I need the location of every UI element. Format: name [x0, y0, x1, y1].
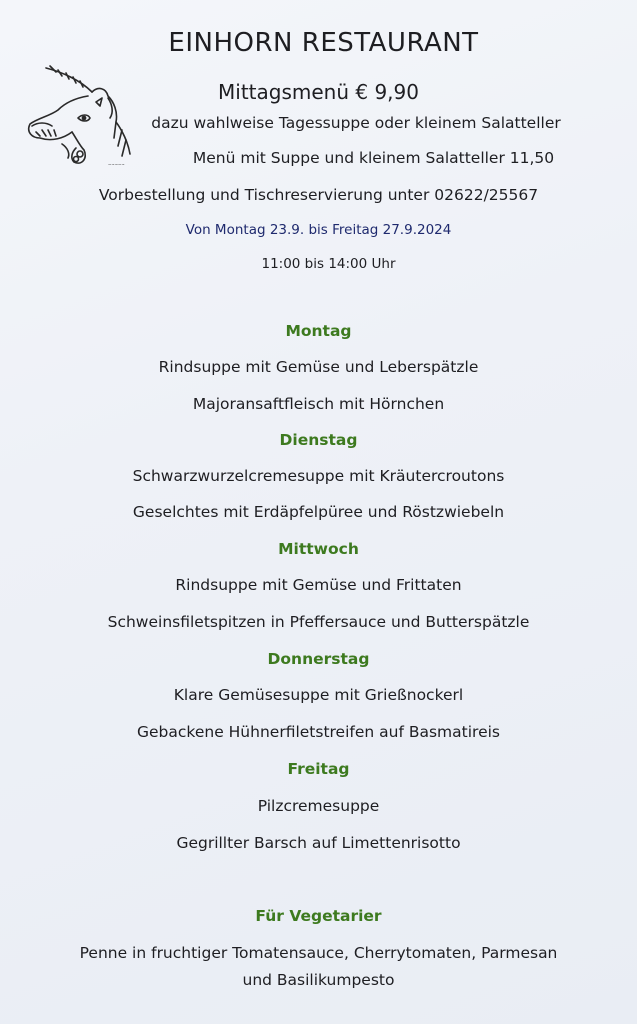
option-line: dazu wahlweise Tagessuppe oder kleinem Salatteller — [151, 114, 561, 132]
restaurant-title: EINHORN RESTAURANT — [168, 28, 479, 58]
svg-text:~~~~~: ~~~~~ — [108, 162, 125, 167]
combo-price-line: Menü mit Suppe und kleinem Salatteller 11,50 — [192, 149, 555, 167]
day-heading-monday: Montag — [285, 322, 352, 340]
day-heading-friday: Freitag — [287, 760, 350, 778]
reservation-line: Vorbestellung und Tischreservierung unter 02622/25567 — [98, 186, 539, 204]
dish-item: Schwarzwurzelcremesuppe mit Kräutercroutons — [132, 467, 505, 485]
dish-item: Gegrillter Barsch auf Limettenrisotto — [176, 834, 461, 852]
dish-item: Pilzcremesuppe — [257, 797, 380, 815]
dish-item: Rindsuppe mit Gemüse und Leberspätzle — [158, 358, 479, 376]
serving-hours: 11:00 bis 14:00 Uhr — [261, 256, 396, 272]
dish-item: Geselchtes mit Erdäpfelpüree und Röstzwiebeln — [132, 503, 505, 521]
day-heading-thursday: Donnerstag — [267, 650, 370, 668]
vegetarian-heading: Für Vegetarier — [255, 907, 382, 925]
day-heading-tuesday: Dienstag — [279, 431, 358, 449]
vegetarian-dish-line: Penne in fruchtiger Tomatensauce, Cherrytomaten, Parmesan — [79, 944, 558, 962]
day-heading-wednesday: Mittwoch — [278, 540, 359, 558]
vegetarian-dish-line: und Basilikumpesto — [242, 971, 395, 989]
lunch-menu-price: Mittagsmenü € 9,90 — [218, 80, 419, 104]
dish-item: Gebackene Hühnerfiletstreifen auf Basmatireis — [137, 723, 500, 741]
dish-item: Majoransaftfleisch mit Hörnchen — [192, 395, 445, 413]
dish-item: Rindsuppe mit Gemüse und Frittaten — [175, 576, 462, 594]
dish-item: Klare Gemüsesuppe mit Grießnockerl — [173, 686, 464, 704]
dish-item: Schweinsfiletspitzen in Pfeffersauce und Butterspätzle — [107, 613, 530, 631]
date-range: Von Montag 23.9. bis Freitag 27.9.2024 — [185, 222, 452, 238]
